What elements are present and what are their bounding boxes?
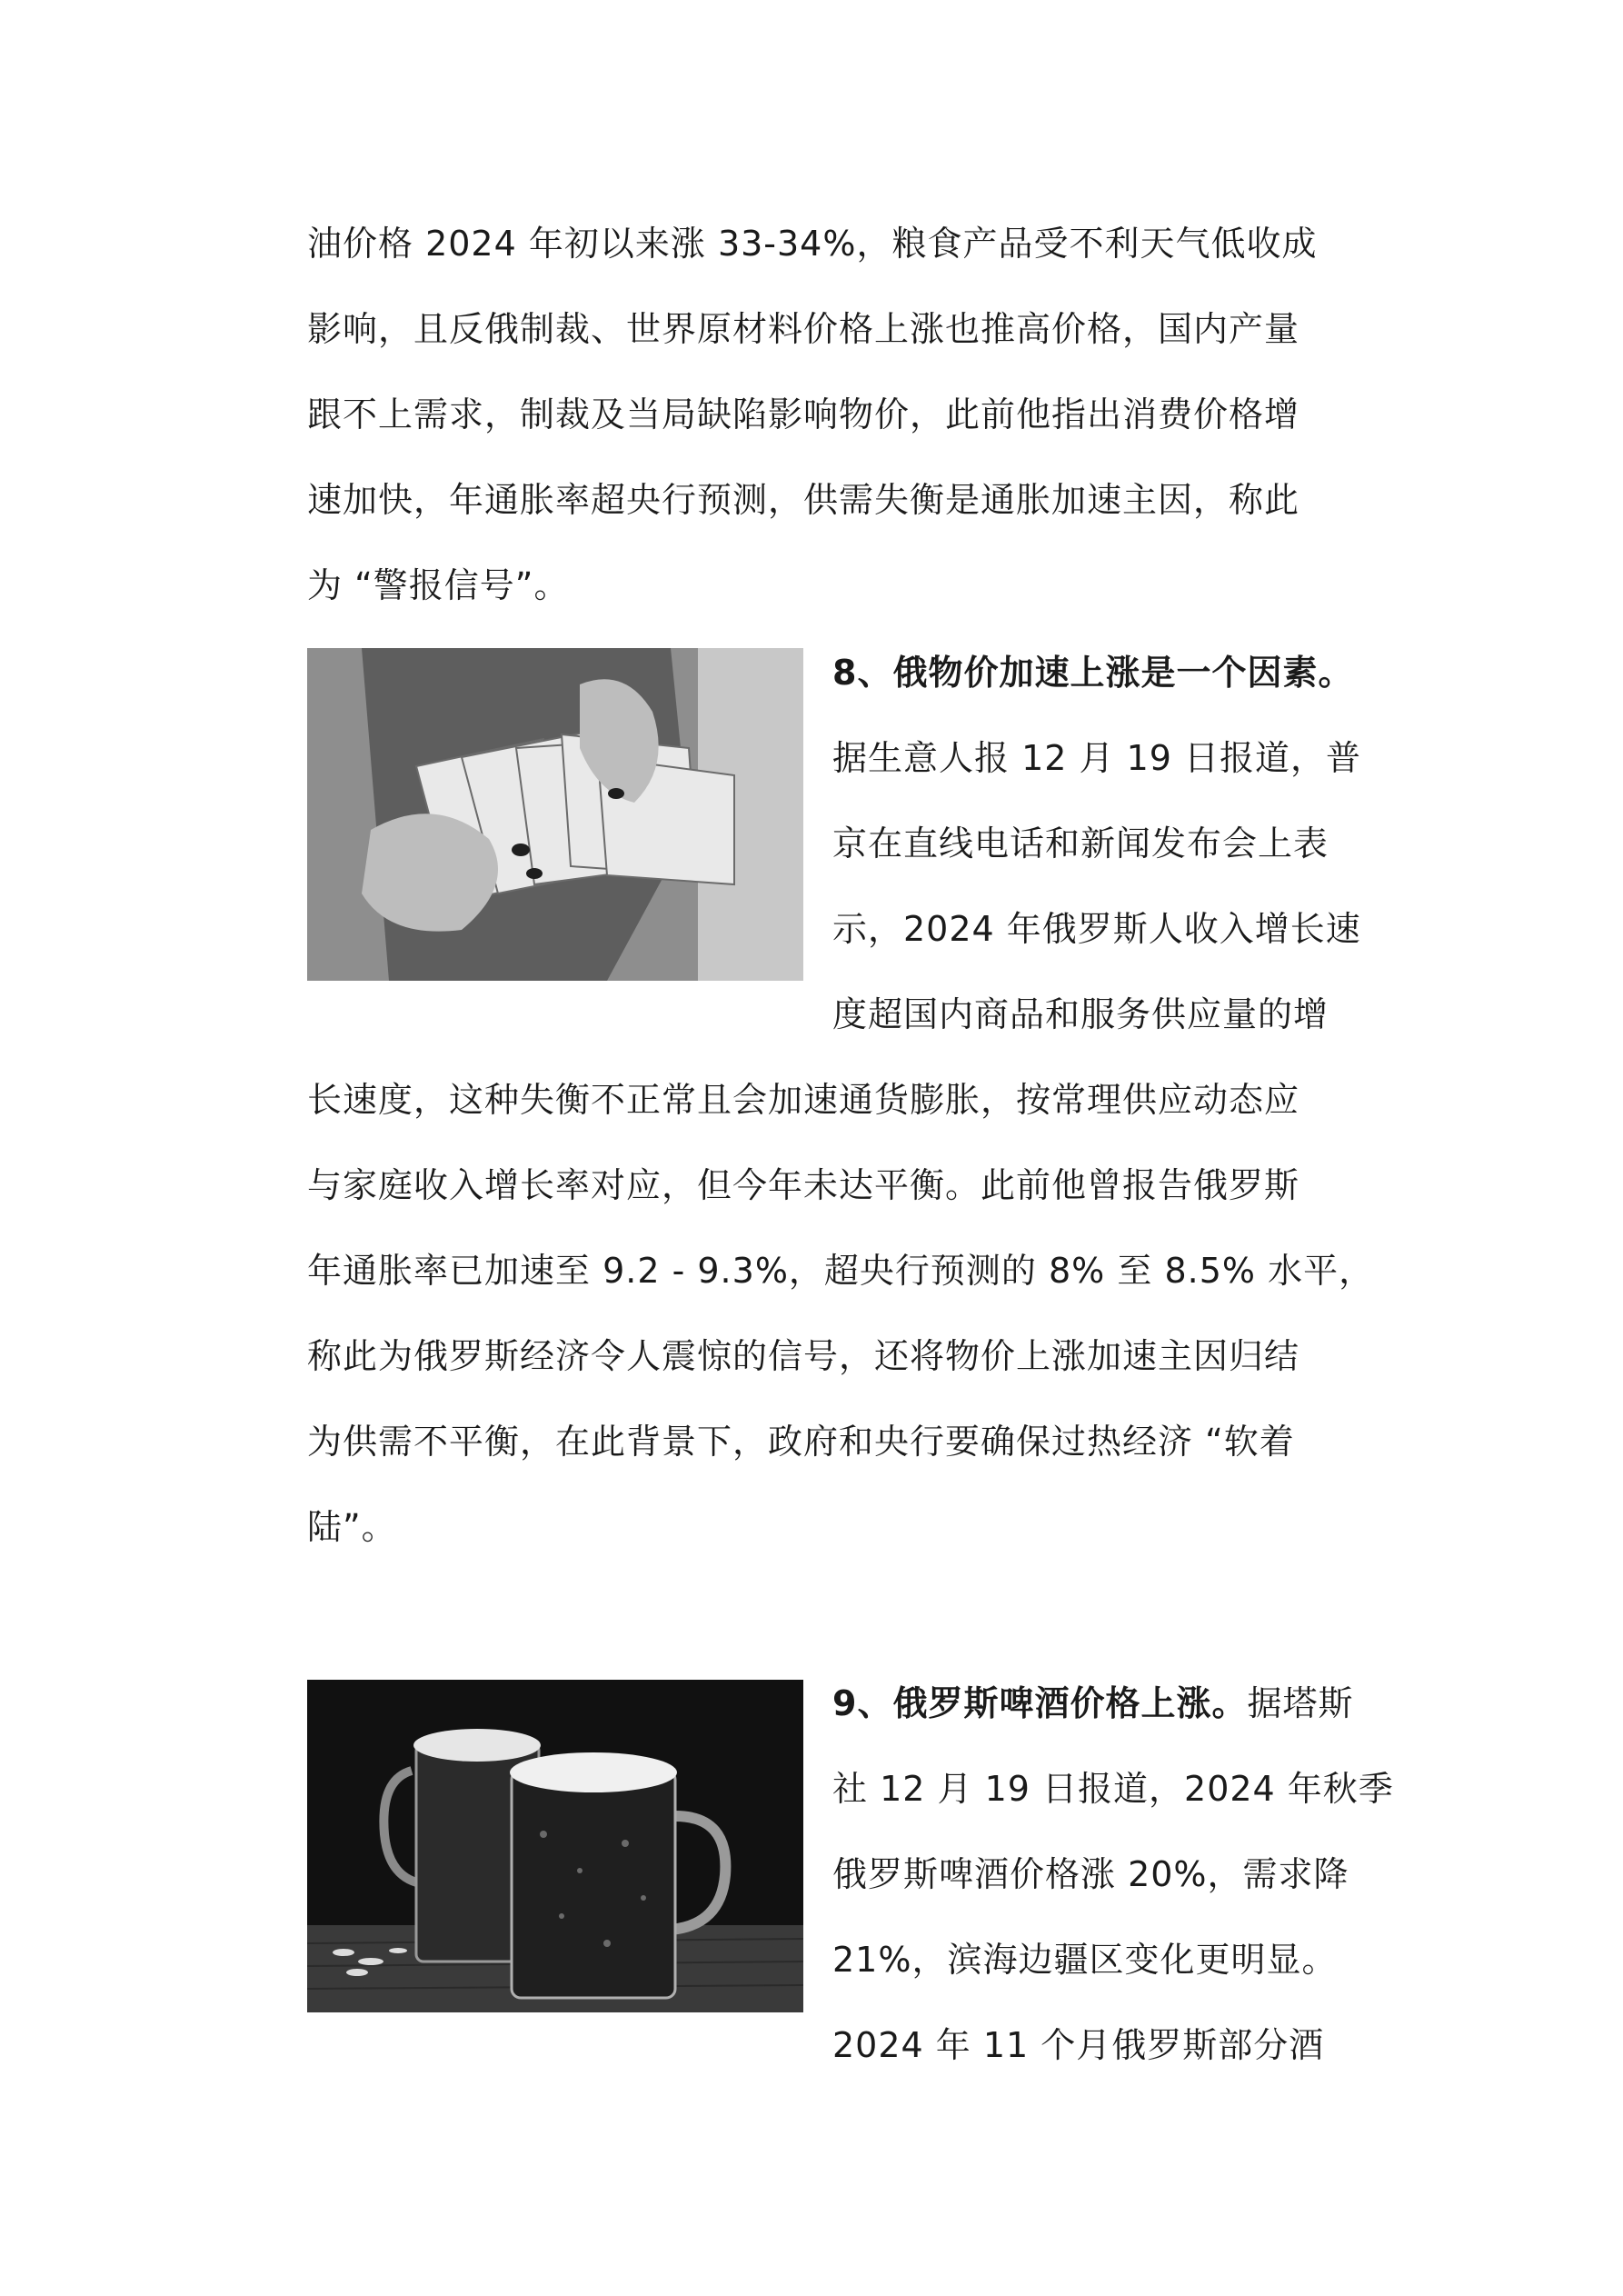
section-9-heading-rest: 据塔斯 [1247,1683,1354,1723]
paragraph-line: 跟不上需求，制裁及当局缺陷影响物价，此前他指出消费价格增 [307,394,1300,434]
side-line: 京在直线电话和新闻发布会上表 [832,824,1329,863]
side-line: 示，2024 年俄罗斯人收入增长速 [832,909,1361,949]
paragraph-line: 年通胀率已加速至 9.2 - 9.3%，超央行预测的 8% 至 8.5% 水平， [307,1251,1375,1291]
side-line: 21%，滨海边疆区变化更明显。 [832,1940,1338,1980]
beer-mugs-photo [307,1680,803,2012]
paragraph-line: 陆”。 [307,1507,397,1547]
paragraph-line: 油价格 2024 年初以来涨 33-34%，粮食产品受不利天气低收成 [307,224,1318,264]
section-8-heading: 8、俄物价加速上涨是一个因素。 [832,653,1354,693]
paragraph-line: 影响，且反俄制裁、世界原材料价格上涨也推高价格，国内产量 [307,309,1300,349]
side-line: 度超国内商品和服务供应量的增 [832,994,1329,1034]
paragraph-line: 长速度，这种失衡不正常且会加速通货膨胀，按常理供应动态应 [307,1080,1300,1120]
paragraph-line: 为供需不平衡，在此背景下，政府和央行要确保过热经济 “软着 [307,1422,1295,1462]
paragraph-line: 称此为俄罗斯经济令人震惊的信号，还将物价上涨加速主因归结 [307,1336,1300,1376]
side-line: 2024 年 11 个月俄罗斯部分酒 [832,2025,1325,2065]
paragraph-line: 速加快，年通胀率超央行预测，供需失衡是通胀加速主因，称此 [307,480,1300,520]
section-9-heading: 9、俄罗斯啤酒价格上涨。 [832,1683,1248,1723]
side-line: 社 12 月 19 日报道，2024 年秋季 [832,1769,1394,1809]
side-line: 据生意人报 12 月 19 日报道，普 [832,738,1362,778]
paragraph-line: 与家庭收入增长率对应，但今年未达平衡。此前他曾报告俄罗斯 [307,1165,1300,1205]
banknotes-photo [307,648,803,981]
section-9-heading-line [832,1680,1353,1727]
paragraph-line: 为 “警报信号”。 [307,565,570,605]
side-line: 俄罗斯啤酒价格涨 20%，需求降 [832,1854,1349,1894]
